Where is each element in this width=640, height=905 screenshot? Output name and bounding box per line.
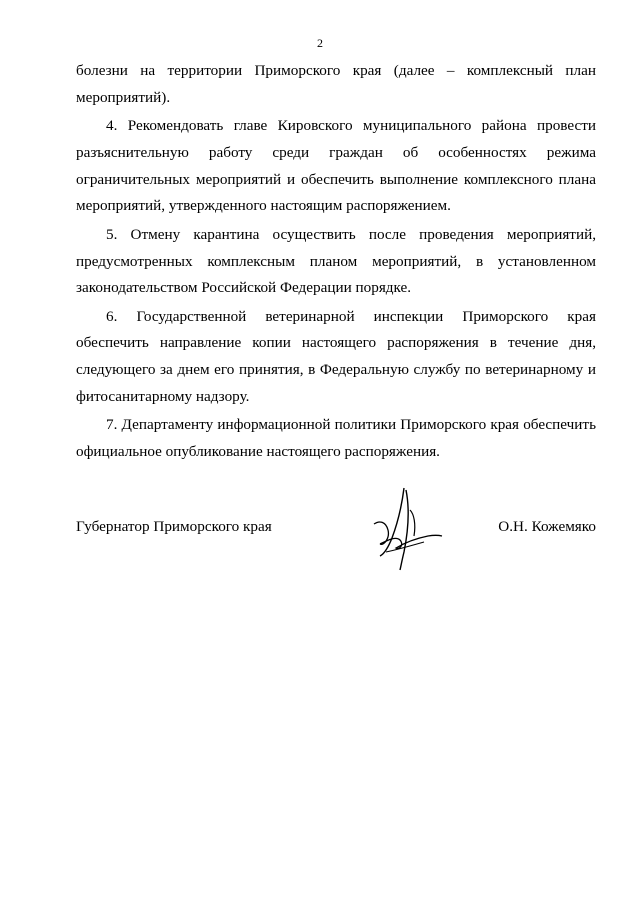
paragraph-item-6: 6. Государственной ветеринарной инспекции Приморского края обеспечить направление копии настоящего распоряжения в течение дня, следующего за днем его принятия, в Федеральную службу по ветеринарному и фитосанитарному надзору. (76, 307, 596, 406)
signer-title: Губернатор Приморского края (76, 518, 272, 535)
paragraph-item-4: 4. Рекомендовать главе Кировского муниципального района провести разъяснительную работу среди граждан об особенностях режима ограничительных мероприятий и обеспечить выполнение комплексного плана мероприятий, утвержденного настоящим распоряжением. (76, 117, 596, 215)
document-body (76, 58, 596, 467)
paragraph-item-5: 5. Отмену карантина осуществить после проведения мероприятий, предусмотренных комплексным планом мероприятий, в установленном законодательством Российской Федерации порядке. (76, 225, 596, 297)
handwritten-signature (366, 480, 446, 576)
paragraph-item-7: 7. Департаменту информационной политики Приморского края обеспечить официальное опубликование настоящего распоряжения. (76, 416, 596, 461)
paragraph-continuation: болезни на территории Приморского края (далее – комплексный план мероприятий). (76, 62, 596, 106)
signature-block (76, 514, 596, 544)
page-number: 2 (317, 36, 323, 50)
signer-name: О.Н. Кожемяко (498, 518, 596, 535)
